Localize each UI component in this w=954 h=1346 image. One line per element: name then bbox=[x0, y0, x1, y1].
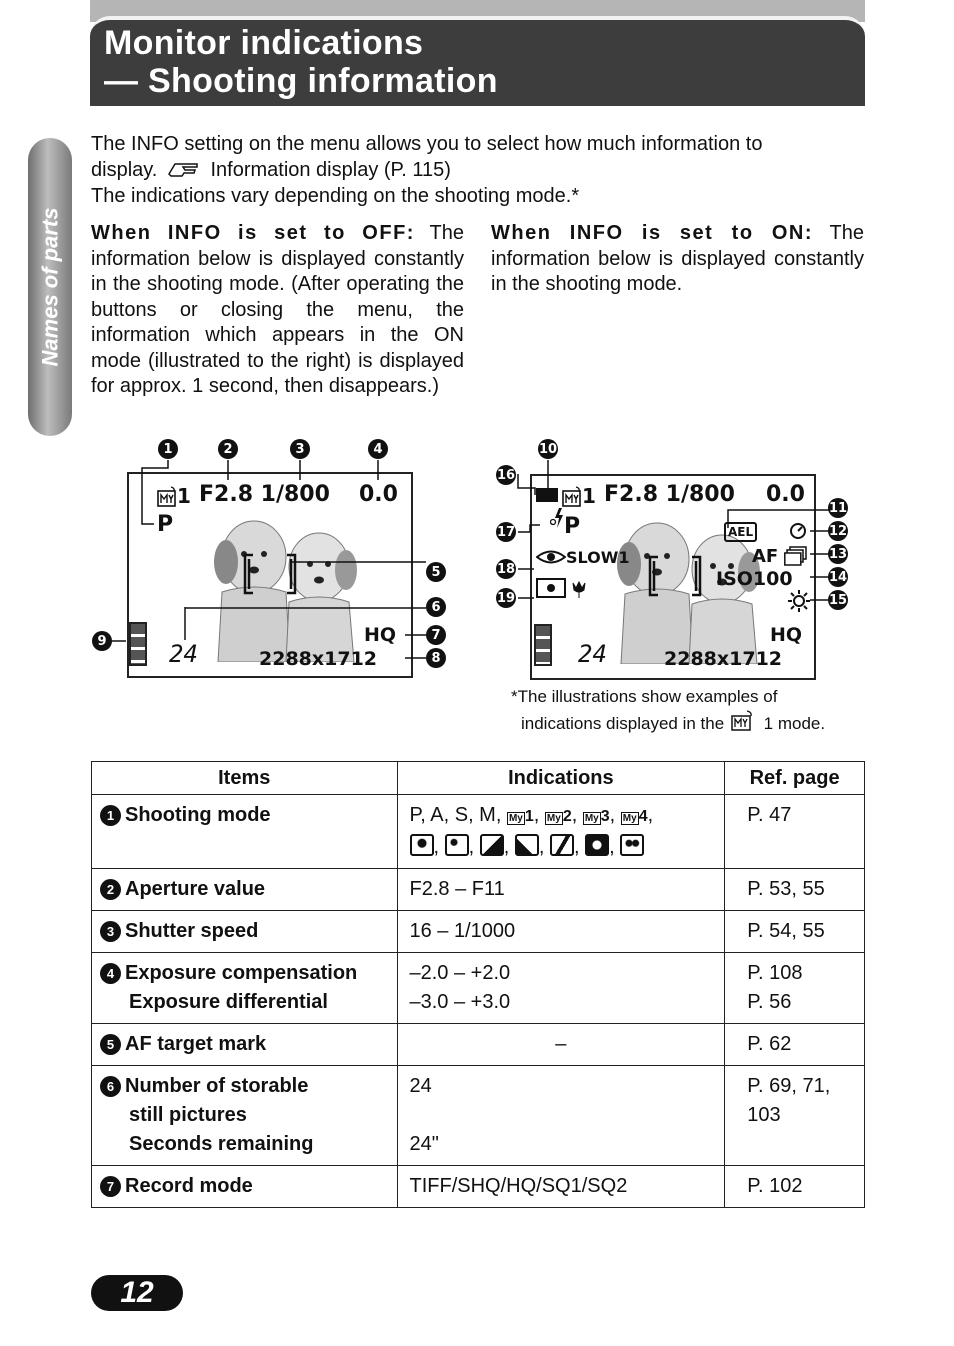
indication-value-3: 24" bbox=[409, 1133, 439, 1155]
intro-line-2 bbox=[91, 157, 451, 183]
callout-9: 9 bbox=[92, 631, 112, 651]
lcd-exposure-readout: F2.8 1/800 bbox=[604, 482, 735, 507]
callout-8: 8 bbox=[426, 648, 446, 668]
item-label: Exposure compensation bbox=[125, 962, 358, 984]
sports-icon bbox=[550, 834, 574, 856]
item-label: Aperture value bbox=[125, 878, 266, 900]
item-label-3: Seconds remaining bbox=[129, 1133, 314, 1155]
item-label: Shutter speed bbox=[125, 920, 259, 942]
my3-icon: My 3 bbox=[584, 808, 610, 825]
row-number: 6 bbox=[100, 1076, 121, 1097]
footnote-line-2 bbox=[521, 710, 825, 737]
callout-3: 3 bbox=[290, 439, 310, 459]
indication-value: TIFF/SHQ/HQ/SQ1/SQ2 bbox=[397, 1166, 725, 1208]
row-number: 3 bbox=[100, 921, 121, 942]
callout-13: 13 bbox=[828, 544, 848, 564]
lcd-exposure-compensation: 0.0 bbox=[359, 482, 398, 507]
info-off-section bbox=[91, 221, 464, 400]
row-number: 5 bbox=[100, 1034, 121, 1055]
lcd-on-leader-lines bbox=[500, 440, 840, 620]
page-title bbox=[104, 24, 498, 100]
ael-indicator: AEL bbox=[724, 522, 757, 542]
footnote-mode-text: 1 mode. bbox=[763, 714, 826, 733]
table-row bbox=[92, 1066, 865, 1166]
reference-hand-icon bbox=[167, 160, 201, 178]
footnote-line-1: *The illustrations show examples of bbox=[511, 687, 778, 706]
lcd-record-mode: HQ bbox=[770, 624, 803, 646]
ref-page: P. 62 bbox=[725, 1024, 865, 1066]
title-line-2: — Shooting information bbox=[104, 62, 498, 100]
ref-page: P. 108 bbox=[747, 962, 803, 984]
callout-7: 7 bbox=[426, 625, 446, 645]
callout-18: 18 bbox=[496, 559, 516, 579]
item-label: Number of storable bbox=[125, 1075, 309, 1097]
item-label-2: still pictures bbox=[129, 1104, 247, 1126]
side-tab-label-wrap bbox=[28, 138, 72, 436]
callout-14: 14 bbox=[828, 567, 848, 587]
row-number: 7 bbox=[100, 1176, 121, 1197]
table-row bbox=[92, 1024, 865, 1066]
night-portrait-icon bbox=[445, 834, 469, 856]
table-row bbox=[92, 869, 865, 911]
indication-value: 16 – 1/1000 bbox=[397, 911, 725, 953]
row-number: 1 bbox=[100, 805, 121, 826]
item-label-2: Exposure differential bbox=[129, 991, 328, 1013]
footnote-text: indications displayed in the bbox=[521, 714, 725, 733]
intro-line-1: The INFO setting on the menu allows you to select how much information to bbox=[91, 133, 763, 155]
table-row bbox=[92, 1166, 865, 1208]
callout-19: 19 bbox=[496, 588, 516, 608]
intro-line-3: The indications vary depending on the shooting mode.* bbox=[91, 185, 580, 207]
night-scene-icon bbox=[585, 834, 609, 856]
table-row bbox=[92, 911, 865, 953]
info-on-heading: When INFO is set to ON: bbox=[491, 222, 814, 244]
callout-1: 1 bbox=[158, 439, 178, 459]
row-number: 2 bbox=[100, 879, 121, 900]
table-row bbox=[92, 953, 865, 1024]
table-header-row bbox=[92, 762, 865, 795]
header-ref-page: Ref. page bbox=[725, 762, 865, 795]
header-indications: Indications bbox=[397, 762, 725, 795]
header-items: Items bbox=[92, 762, 398, 795]
lcd-storable-count: 24 bbox=[169, 640, 198, 668]
lcd-exposure-readout: F2.8 1/800 bbox=[199, 482, 330, 507]
indications-table bbox=[91, 761, 865, 1208]
landscape-portrait-icon bbox=[515, 834, 539, 856]
lcd-slow-sync: SLOW1 bbox=[566, 548, 630, 567]
callout-11: 11 bbox=[828, 498, 848, 518]
lcd-resolution: 2288x1712 bbox=[664, 648, 783, 670]
callout-4: 4 bbox=[368, 439, 388, 459]
battery-indicator-icon bbox=[534, 624, 552, 666]
intro-display-text: display. bbox=[91, 159, 158, 181]
item-label: Record mode bbox=[125, 1175, 253, 1197]
item-label: AF target mark bbox=[125, 1033, 267, 1055]
my4-icon: My 4 bbox=[622, 808, 648, 825]
indication-value: – bbox=[397, 1024, 725, 1066]
lcd-resolution: 2288x1712 bbox=[259, 648, 378, 670]
side-tab-label: Names of parts bbox=[37, 207, 63, 367]
lcd-storable-count: 24 bbox=[578, 640, 607, 668]
item-label: Shooting mode bbox=[125, 804, 271, 826]
indication-value: –2.0 – +2.0 bbox=[409, 962, 511, 984]
lcd-iso: ISO100 bbox=[716, 568, 793, 590]
indication-text: P, A, S, M, bbox=[409, 804, 502, 826]
ref-page: P. 102 bbox=[725, 1166, 865, 1208]
my2-icon: My 2 bbox=[546, 808, 572, 825]
lcd-af-mode: AF bbox=[752, 546, 779, 567]
info-off-heading: When INFO is set to OFF: bbox=[91, 222, 415, 244]
page-number: 12 bbox=[91, 1275, 183, 1311]
ref-page: P. 54, 55 bbox=[725, 911, 865, 953]
indication-value: F2.8 – F11 bbox=[397, 869, 725, 911]
lcd-shooting-mode: P bbox=[157, 512, 174, 537]
mode-indications: P, A, S, M, My 1, My 2, My 3, My 4, , , , , , , bbox=[397, 795, 725, 869]
ref-page: P. 47 bbox=[725, 795, 865, 869]
callout-10: 10 bbox=[538, 439, 558, 459]
ref-page-2: P. 56 bbox=[747, 991, 792, 1013]
ref-page: P. 53, 55 bbox=[725, 869, 865, 911]
ref-page-2: 103 bbox=[747, 1104, 781, 1126]
callout-15: 15 bbox=[828, 590, 848, 610]
lcd-record-mode: HQ bbox=[364, 624, 397, 646]
indication-value: 24 bbox=[409, 1075, 432, 1097]
ref-page: P. 69, 71, bbox=[747, 1075, 831, 1097]
table-row bbox=[92, 795, 865, 869]
callout-12: 12 bbox=[828, 521, 848, 541]
my-mode-index: 1 bbox=[177, 484, 191, 508]
movie-icon bbox=[620, 834, 644, 856]
title-line-1: Monitor indications bbox=[104, 24, 424, 62]
callout-5: 5 bbox=[426, 562, 446, 582]
landscape-icon bbox=[480, 834, 504, 856]
info-on-body: The information below is displayed constantly in the shooting mode. bbox=[491, 222, 864, 295]
portrait-scene-icon bbox=[410, 834, 434, 856]
indication-value-2: –3.0 – +3.0 bbox=[409, 991, 511, 1013]
lcd-exposure-compensation: 0.0 bbox=[766, 482, 805, 507]
my-mode-index: 1 bbox=[582, 484, 596, 508]
my-mode-icon bbox=[731, 710, 757, 732]
my1-icon: My 1 bbox=[508, 808, 534, 825]
callout-16: 16 bbox=[496, 465, 516, 485]
info-off-body: The information below is displayed constantly in the shooting mode. (After operating the buttons or closing the menu, the information which appears in the ON mode (illustrated to the right) is displayed for approx. 1 second, then disappears.) bbox=[91, 222, 464, 397]
lcd-shooting-mode: P bbox=[564, 514, 581, 539]
intro-reference-text: Information display (P. 115) bbox=[210, 159, 451, 181]
callout-6: 6 bbox=[426, 597, 446, 617]
callout-17: 17 bbox=[496, 522, 516, 542]
row-number: 4 bbox=[100, 963, 121, 984]
info-on-section bbox=[491, 221, 864, 298]
lcd-off-leader-lines bbox=[100, 440, 450, 680]
callout-2: 2 bbox=[218, 439, 238, 459]
